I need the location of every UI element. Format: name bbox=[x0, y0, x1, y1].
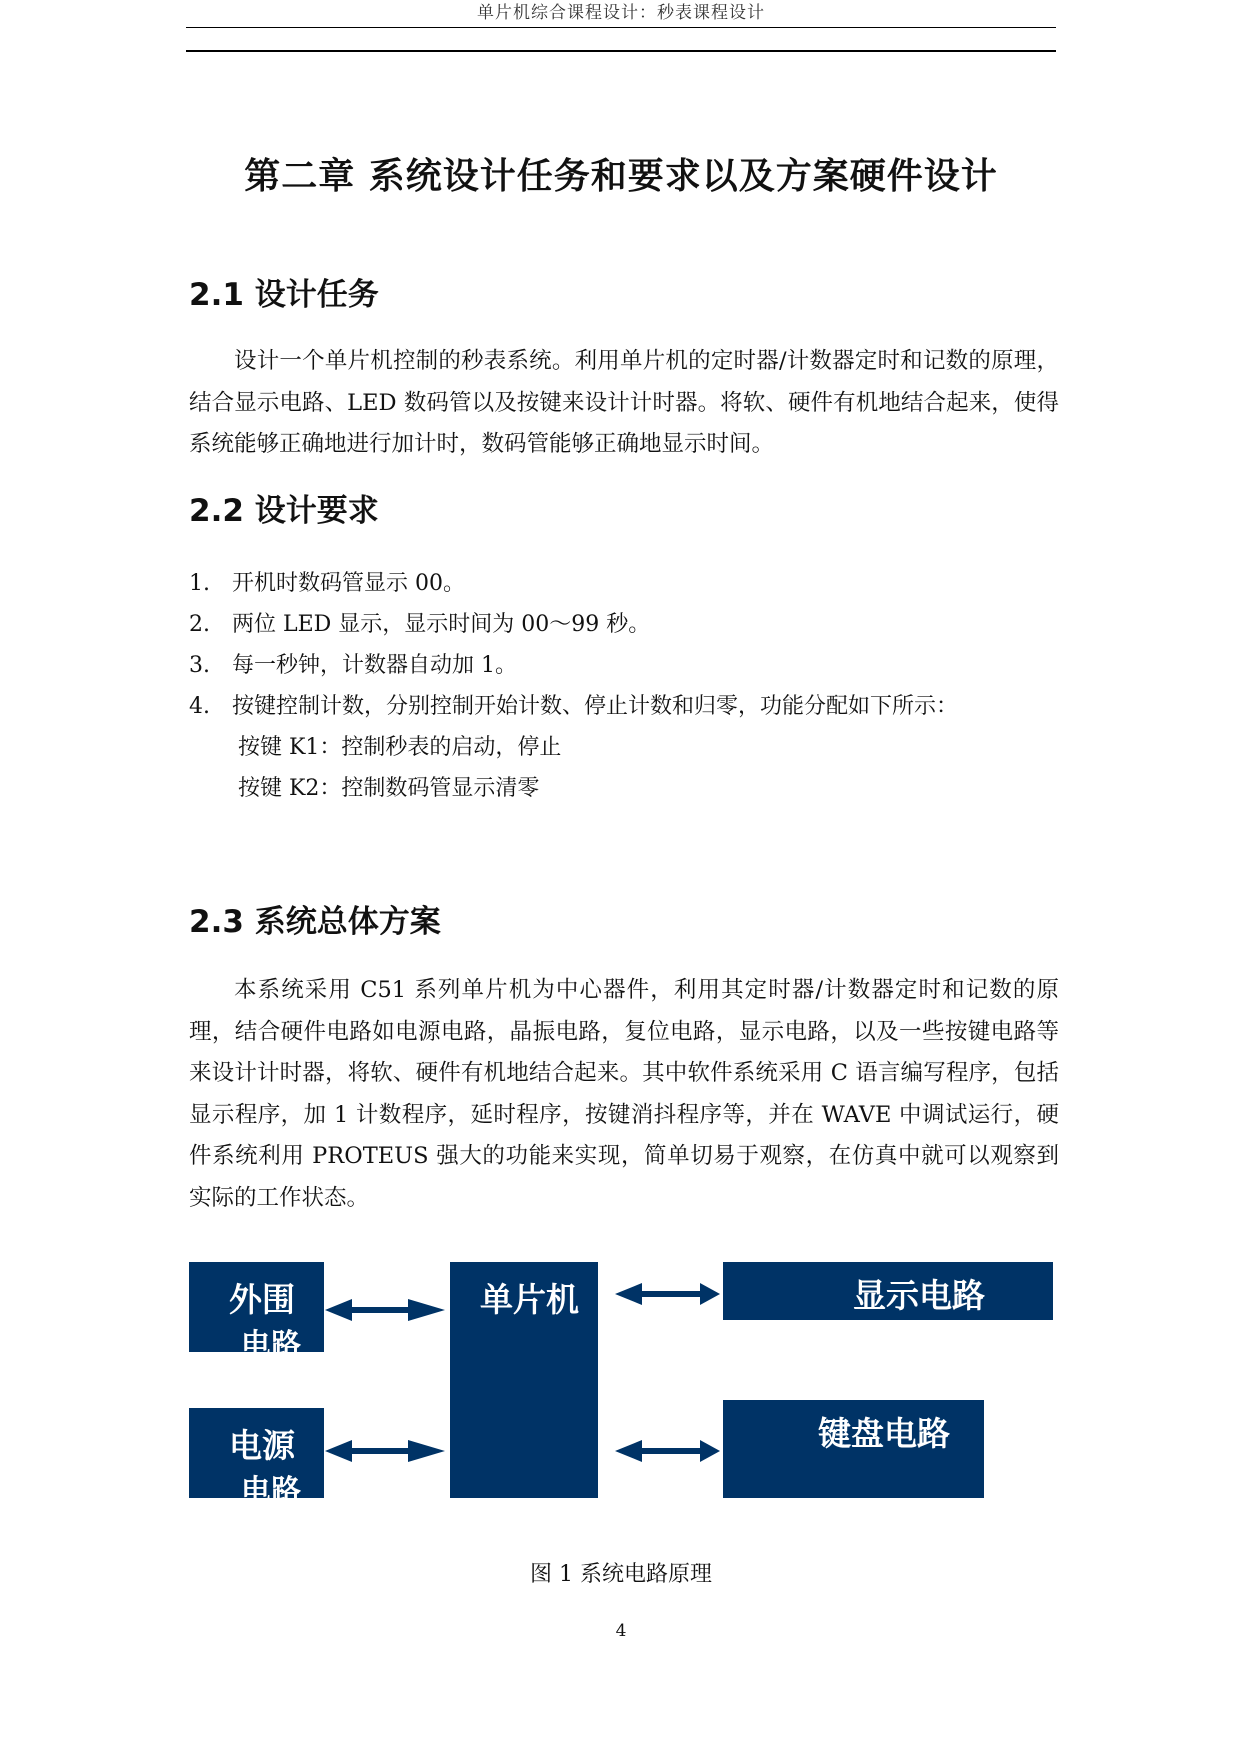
list-item-text: 开机时数码管显示 00。 bbox=[232, 571, 465, 596]
list-item-text: 两位 LED 显示，显示时间为 00～99 秒。 bbox=[232, 612, 651, 637]
block-power-label-2: 电路 bbox=[241, 1474, 301, 1509]
header-rule-thick bbox=[186, 50, 1056, 52]
arrow-mcu-keyboard bbox=[615, 1440, 720, 1462]
arrow-power-mcu bbox=[325, 1440, 445, 1462]
block-mcu bbox=[450, 1262, 598, 1498]
page-number: 4 bbox=[615, 1621, 627, 1641]
block-keyboard-label: 键盘电路 bbox=[818, 1414, 950, 1453]
requirements-list bbox=[189, 563, 1069, 809]
list-item-text: 每一秒钟，计数器自动加 1。 bbox=[232, 653, 517, 678]
list-item bbox=[189, 686, 1069, 727]
block-peripheral-label-1: 外围 bbox=[229, 1280, 295, 1319]
section-2-1-paragraph: 设计一个单片机控制的秒表系统。利用单片机的定时器/计数器定时和记数的原理，结合显示电路、LED 数码管以及按键来设计计时器。将软、硬件有机地结合起来，使得系统能够正确地进行加计时，数码管能够正确地显示时间。 bbox=[189, 348, 1059, 457]
block-power-label-1: 电源 bbox=[229, 1426, 295, 1465]
list-subitem-k1: 按键 K1：控制秒表的启动，停止 bbox=[238, 735, 562, 760]
chapter-title: 第二章 系统设计任务和要求以及方案硬件设计 bbox=[244, 155, 998, 197]
block-power-circuit bbox=[189, 1408, 324, 1509]
list-item-text: 按键控制计数，分别控制开始计数、停止计数和归零，功能分配如下所示： bbox=[232, 694, 959, 719]
header-rule-thin bbox=[186, 27, 1056, 28]
list-item-number: 4. bbox=[189, 694, 210, 719]
block-keyboard-circuit bbox=[723, 1400, 984, 1498]
section-heading-2-3: 2.3 系统总体方案 bbox=[189, 904, 441, 940]
section-heading-2-2: 2.2 设计要求 bbox=[189, 493, 379, 529]
list-item bbox=[189, 645, 1069, 686]
block-peripheral-circuit bbox=[189, 1262, 324, 1363]
list-item-number: 2. bbox=[189, 612, 210, 637]
list-subitem-k2: 按键 K2：控制数码管显示清零 bbox=[238, 776, 540, 801]
list-item-number: 3. bbox=[189, 653, 210, 678]
block-display-label: 显示电路 bbox=[853, 1276, 985, 1315]
arrow-peripheral-mcu bbox=[325, 1299, 445, 1321]
figure-caption: 图 1 系统电路原理 bbox=[530, 1562, 712, 1587]
block-peripheral-label-2: 电路 bbox=[241, 1328, 301, 1363]
section-2-3-paragraph: 本系统采用 C51 系列单片机为中心器件，利用其定时器/计数器定时和记数的原理，结合硬件电路如电源电路，晶振电路，复位电路，显示电路，以及一些按键电路等来设计计时器，将软、硬件有机地结合起来。其中软件系统采用 C 语言编写程序，包括显示程序，加 1 计数程序，延时程序，按键消抖程序等，并在 WAVE 中调试运行，硬件系统利用 PROTEUS 强大的功能来实现，简单切易于观察，在仿真中就可以观察到实际的工作状态。 bbox=[189, 977, 1059, 1211]
section-heading-2-1: 2.1 设计任务 bbox=[189, 277, 379, 313]
running-header: 单片机综合课程设计：秒表课程设计 bbox=[477, 3, 765, 23]
list-item bbox=[189, 563, 1069, 604]
list-item bbox=[189, 604, 1069, 645]
list-item-number: 1. bbox=[189, 571, 210, 596]
block-mcu-label: 单片机 bbox=[480, 1280, 579, 1319]
arrow-mcu-display bbox=[615, 1283, 720, 1305]
block-display-circuit bbox=[723, 1262, 1053, 1320]
